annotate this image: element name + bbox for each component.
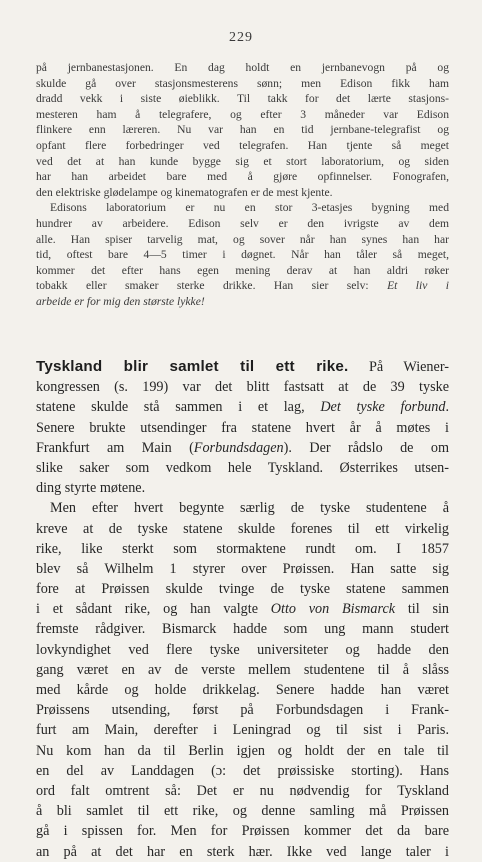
body-text-line (36, 519, 449, 539)
edison-paragraphs (36, 60, 449, 310)
text-run: å bli samlet til ett rike, og denne samling må Prøissen (36, 803, 449, 820)
text-run: ding styrte møtene. (36, 480, 146, 497)
small-text-line (36, 216, 449, 232)
body-text-line (36, 357, 449, 377)
body-text-line (36, 498, 449, 518)
body-text-line (36, 579, 449, 599)
text-run: Frankfurt am Main ( (36, 439, 194, 456)
body-text-line (36, 700, 449, 720)
text-run: en del av Landdagen (ɔ: det prøissiske storting). Hans (36, 762, 449, 779)
text-run: ved det at han kunde bygge sig et stort laboratorium, og siden (36, 154, 449, 168)
text-run: kommer det efter hans egen mening derav at han aldri røker (36, 263, 449, 277)
tyskland-section (36, 357, 449, 862)
text-run: opfant flere forbedringer ved telegrafen. Han tjente så meget (36, 138, 449, 152)
body-text-line (36, 842, 449, 862)
small-text-line (36, 91, 449, 107)
small-text-line (36, 247, 449, 263)
body-text-line (36, 397, 449, 417)
body-text-line (36, 680, 449, 700)
text-run: Men efter hvert begynte særlig de tyske studentene å (50, 500, 449, 517)
small-text-line (36, 294, 449, 310)
section-heading: Tyskland blir samlet til ett rike. (36, 358, 349, 375)
text-run: furt am Main, derefter i Leningrad og til sist i Paris. (36, 722, 449, 739)
italic-text: Det tyske forbund (320, 399, 446, 416)
body-text-line (36, 438, 449, 458)
text-run: hundrer av arbeidere. Edison selv er den ivrigste av dem (36, 216, 449, 230)
italic-text: Otto von Bismarck (270, 601, 396, 618)
body-text-line (36, 619, 449, 639)
text-run: ). Der rådslo de om (283, 439, 449, 456)
text-run: kongressen (s. 199) var det blitt fastsatt at de 39 tyske (36, 379, 449, 396)
italic-text: Forbundsdagen (193, 439, 284, 456)
text-run: til sin (395, 601, 449, 618)
text-run: ord falt omtrent så: Det er nu nødvendig for Tyskland (36, 782, 449, 799)
text-run: på jernbanestasjonen. En dag holdt en jernbanevogn på og (36, 61, 449, 74)
text-run: slike saker som vedkom hele Tyskland. Østerrikes utsen- (36, 459, 449, 476)
text-run: På Wiener- (348, 359, 449, 375)
body-text-line (36, 781, 449, 801)
text-run: har han arbeidet bare med å gjøre opfinnelser. Fonografen, (36, 170, 449, 184)
small-text-line (36, 232, 449, 248)
text-run: kreve at de tyske statene skulde forenes til ett virkelig (36, 520, 449, 537)
text-run: med kårde og holde drikkelag. Senere hadde han været (36, 682, 449, 698)
body-text-line (36, 720, 449, 740)
text-run: lovkyndighet ved flere tyske universiteter og hadde den (36, 641, 449, 658)
text-run: mesteren ham å telegrafere, og efter 3 måneder var Edison (36, 107, 449, 121)
text-run: tid, oftest bare 4—5 timer i døgnet. Når han tåler så meget, (36, 248, 449, 262)
small-text-line (36, 169, 449, 185)
small-text-line (36, 122, 449, 138)
body-text-line (36, 458, 449, 478)
text-run: tobakk eller smaker sterke drikke. Han sier selv: (36, 279, 388, 293)
text-run: den elektriske glødelampe og kinematografen er de mest kjente. (36, 185, 333, 199)
small-text-line (36, 185, 449, 201)
text-run: Senere brukte utsendinger fra statene hvert år å møtes i (36, 419, 449, 436)
text-run: i et sådant rike, og han valgte (36, 601, 271, 618)
text-run: statene skulde stå sammen i et lag, (36, 399, 321, 416)
body-text-line (36, 660, 449, 680)
body-text-line (36, 539, 449, 559)
body-text-line (36, 559, 449, 579)
text-run: gang været en av de verste mellem studentene til å slåss (36, 661, 449, 678)
text-run: alle. Han spiser tarvelig mat, og sover når han synes han har (36, 232, 449, 246)
text-run: Nu kom han da til Berlin igjen og holdt der en tale til (36, 742, 449, 759)
small-text-line (36, 200, 449, 216)
small-text-line (36, 263, 449, 279)
body-text-line (36, 801, 449, 821)
body-text-line (36, 761, 449, 781)
text-run: flinkere enn læreren. Nu var han en tid jernbane-telegrafist og (36, 123, 449, 137)
small-text-line (36, 60, 449, 76)
body-text-line (36, 640, 449, 660)
text-run: Prøissens utsending, først på Forbundsdagen i Frank- (36, 702, 449, 719)
body-text-line (36, 418, 449, 438)
text-run: rike, like sterkt som stormaktene rundt om. I 1857 (36, 540, 449, 557)
small-text-line (36, 154, 449, 170)
italic-text: arbeide er for mig den største lykke! (36, 294, 205, 308)
small-text-line (36, 76, 449, 92)
text-run: dradd vekk i siste øieblikk. Til takk for det lærte stasjons- (36, 92, 449, 106)
italic-text: Et liv i (387, 279, 449, 293)
text-run: . (445, 399, 449, 416)
body-text-line (36, 377, 449, 397)
body-text-line (36, 821, 449, 841)
text-run: an på at det har en sterk hær. Ikke ved lange taler i (36, 843, 449, 860)
small-text-line (36, 138, 449, 154)
small-text-line (36, 107, 449, 123)
text-run: skulde gå over stasjonsmesterens sønn; men Edison fikk ham (36, 76, 449, 90)
text-run: blev så Wilhelm 1 styrer over Prøissen. Han satte sig (36, 560, 449, 577)
body-text-line (36, 599, 449, 619)
text-run: fremste rådgiver. Bismarck hadde som ung mann studert (36, 621, 449, 638)
text-run: Edisons laboratorium er nu en stor 3-etasjes bygning med (50, 201, 449, 215)
small-text-line (36, 278, 449, 294)
text-run: gå i spissen for. Men for Prøissen kommer det da bare (36, 823, 449, 840)
body-text-line (36, 741, 449, 761)
text-run: fore at Prøissen skulde tvinge de tyske statene sammen (36, 581, 449, 598)
page-number: 229 (229, 30, 253, 45)
body-text-line (36, 478, 449, 498)
